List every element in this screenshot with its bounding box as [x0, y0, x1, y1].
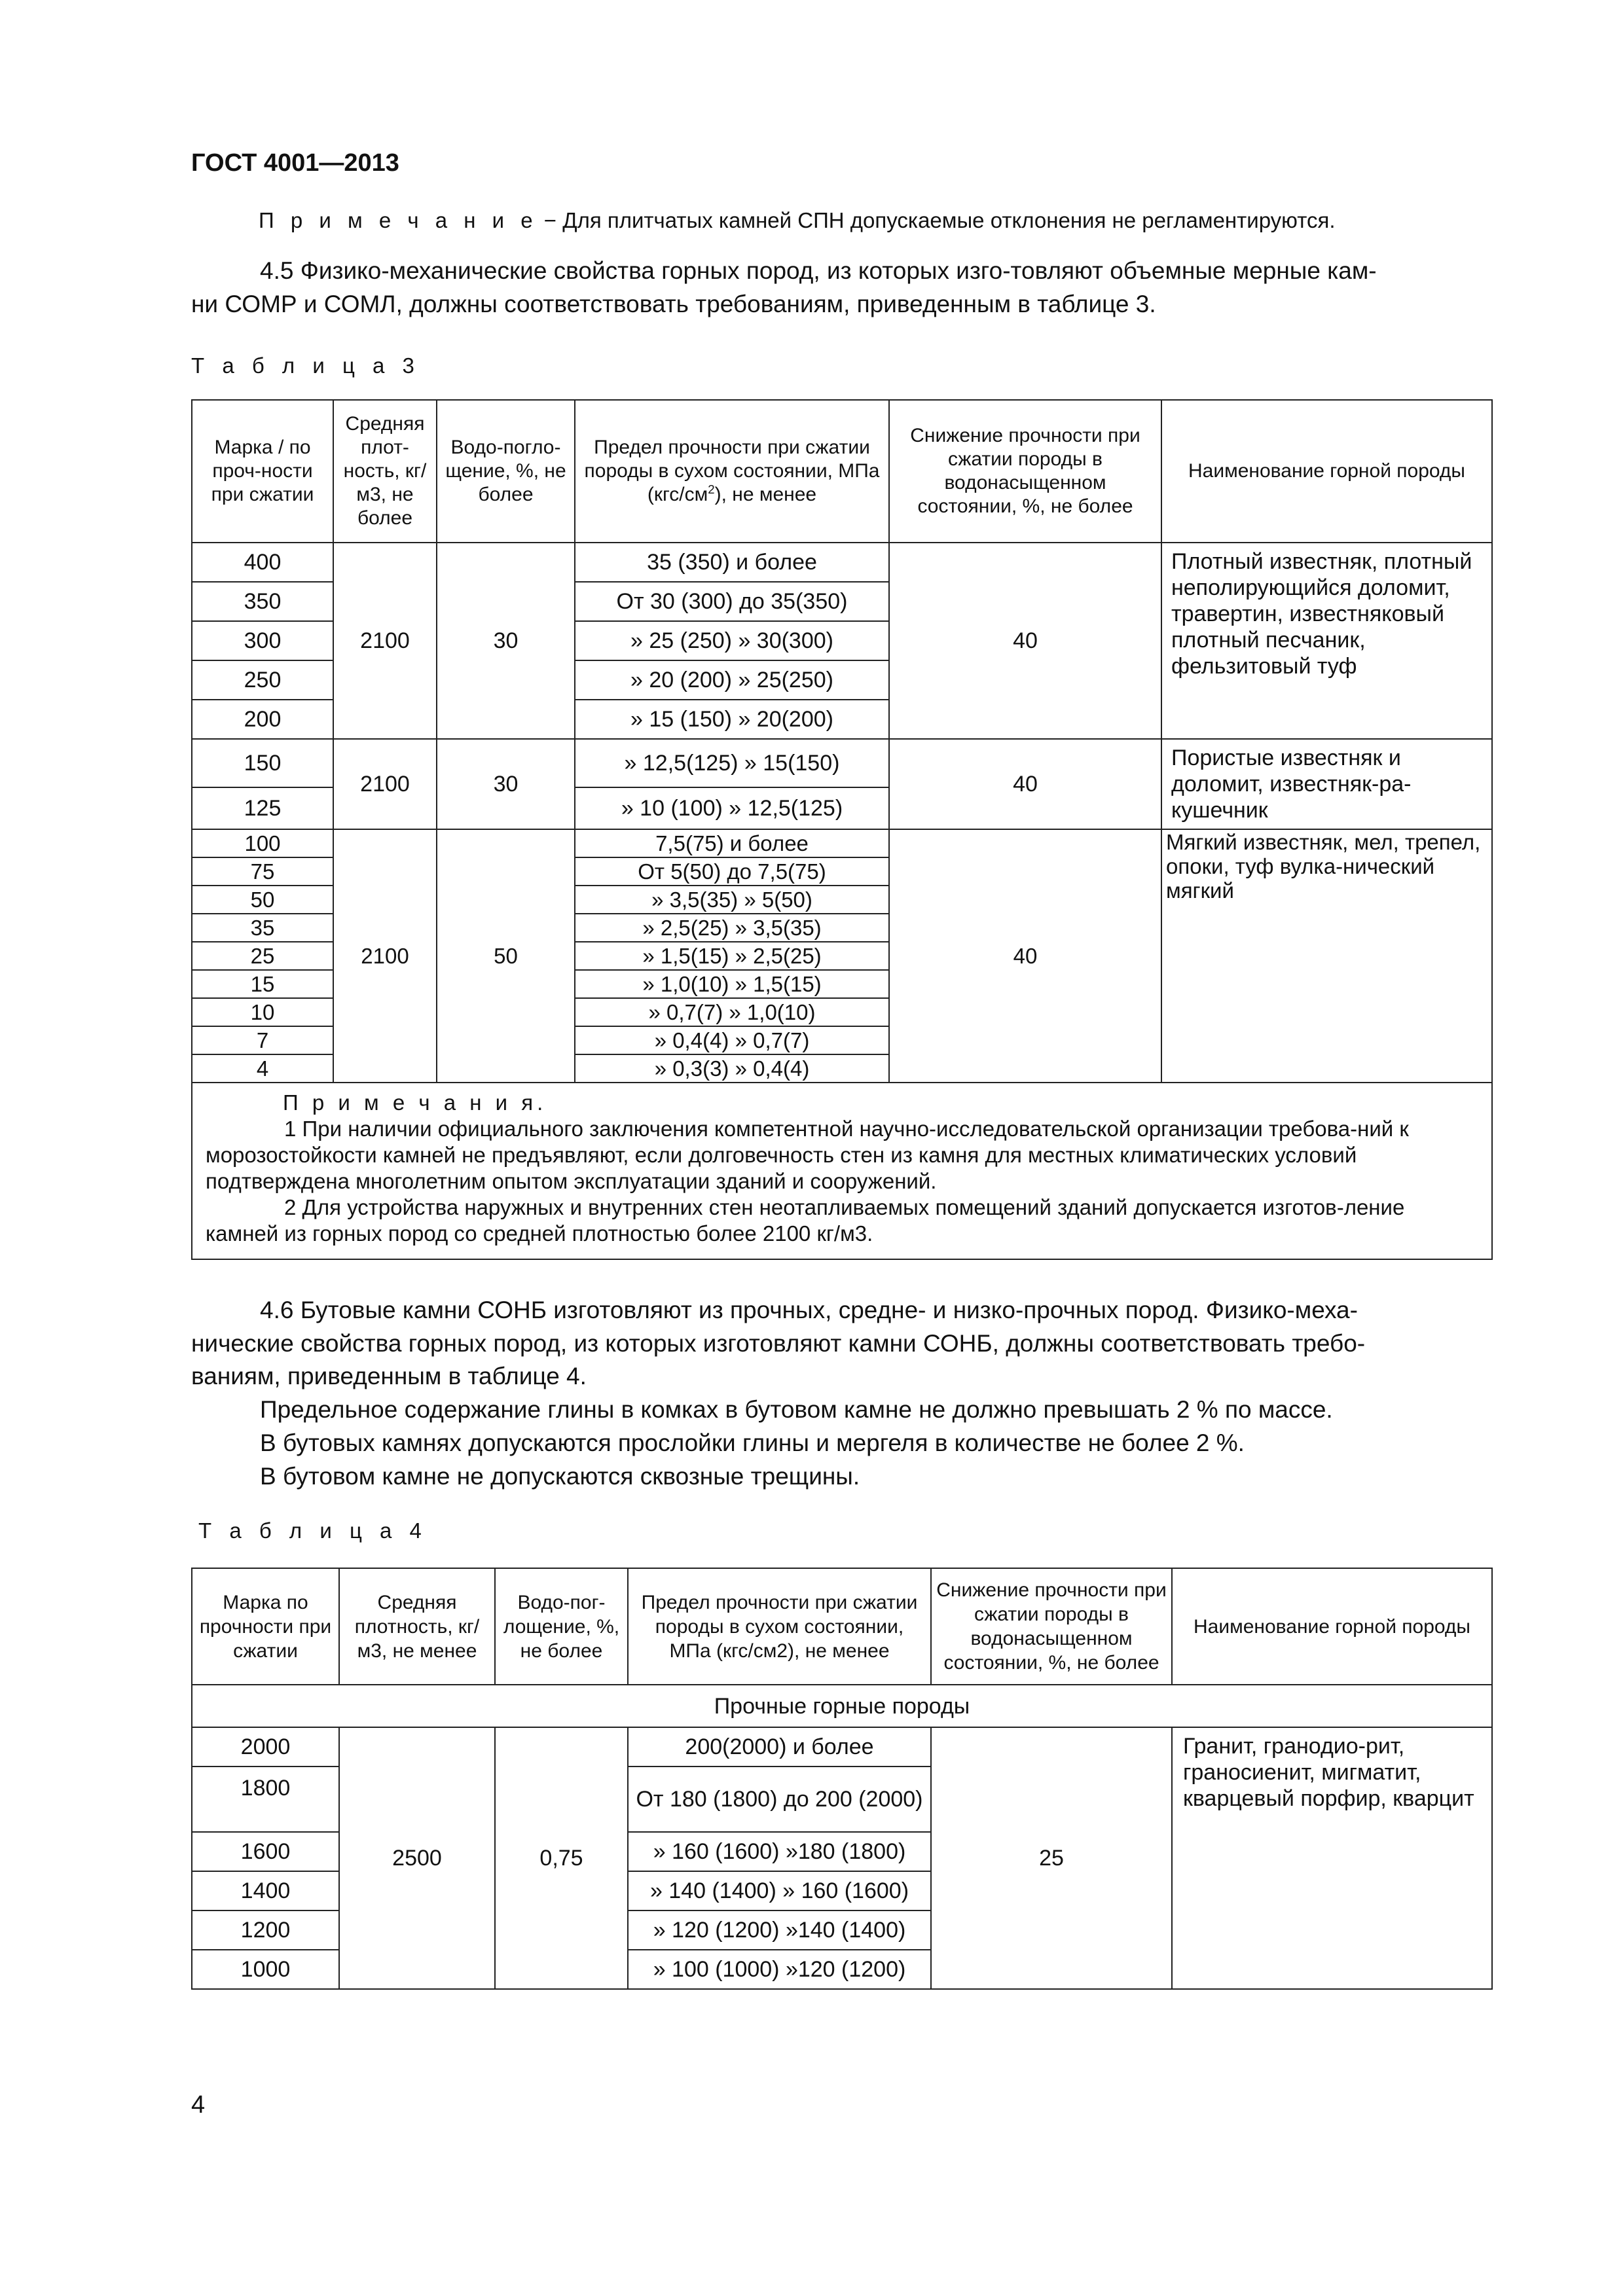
t4-density: 2500	[339, 1727, 495, 1989]
t3-rock-name: Мягкий известняк, мел, трепел, опоки, туф вулка-нический мягкий	[1161, 829, 1492, 1083]
para-4-6-line1: 4.6 Бутовые камни СОНБ изготовляют из прочных, средне- и низко-прочных пород. Физико-меха-	[260, 1297, 1358, 1323]
para-4-6-line5: В бутовых камнях допускаются прослойки глины и мергеля в количестве не более 2 %.	[260, 1429, 1245, 1456]
t3-note-1: 1 При наличии официального заключения компетентной научно-исследовательской организации требова-ний к морозостойкости камней не предъявляют, если долговечность стен из камня для местных климатических условий подтверждена многолетним опытом эксплуатации зданий и сооружений.	[206, 1117, 1409, 1193]
para-4-5-line1: 4.5 Физико-механические свойства горных пород, из которых изго-товляют объемные мерные кам-	[260, 257, 1377, 284]
t3-mark: 25	[192, 942, 333, 970]
t4-mark: 2000	[192, 1727, 339, 1767]
t3-strength: От 5(50) до 7,5(75)	[575, 857, 889, 886]
t4-rock-name: Гранит, гранодио-рит, граносиенит, мигматит, кварцевый порфир, кварцит	[1172, 1727, 1492, 1989]
t3-strength: От 30 (300) до 35(350)	[575, 582, 889, 621]
t3-reduction: 40	[889, 829, 1161, 1083]
t3-strength: » 1,0(10) » 1,5(15)	[575, 970, 889, 998]
t3-strength: » 0,7(7) » 1,0(10)	[575, 998, 889, 1026]
t3-mark: 250	[192, 660, 333, 700]
t4-mark: 1800	[192, 1767, 339, 1832]
t3-strength: » 2,5(25) » 3,5(35)	[575, 914, 889, 942]
t3-note-2: 2 Для устройства наружных и внутренних стен неотапливаемых помещений зданий допускается изготов-ление камней из горных пород со средней плотностью более 2100 кг/м3.	[206, 1195, 1405, 1246]
t4-header-absorption: Водо-пог-лощение, %, не более	[495, 1568, 628, 1685]
t3-notes	[192, 1083, 1492, 1259]
t3-header-reduction: Снижение прочности при сжатии породы в водонасыщенном состоянии, %, не более	[889, 400, 1161, 543]
t4-strength: От 180 (1800) до 200 (2000)	[628, 1767, 931, 1832]
t3-density: 2100	[333, 543, 437, 739]
note-top	[259, 208, 1335, 233]
document-header: ГОСТ 4001—2013	[191, 149, 399, 177]
t3-mark: 10	[192, 998, 333, 1026]
page-number: 4	[191, 2091, 206, 2119]
t3-strength: » 0,4(4) » 0,7(7)	[575, 1026, 889, 1054]
t4-section-title: Прочные горные породы	[192, 1685, 1492, 1727]
para-4-6-line6: В бутовом камне не допускаются сквозные трещины.	[260, 1463, 860, 1490]
note-top-label: П р и м е ч а н и е	[259, 208, 538, 232]
t3-mark: 150	[192, 739, 333, 787]
t4-strength: 200(2000) и более	[628, 1727, 931, 1767]
t3-header-rock-name: Наименование горной породы	[1161, 400, 1492, 543]
t4-mark: 1600	[192, 1832, 339, 1871]
t3-reduction: 40	[889, 543, 1161, 739]
table4-caption: Т а б л и ц а 4	[198, 1518, 428, 1543]
t3-header-density: Средняя плот-ность, кг/м3, не более	[333, 400, 437, 543]
t3-strength: » 20 (200) » 25(250)	[575, 660, 889, 700]
t3-mark: 125	[192, 787, 333, 829]
t3-mark: 15	[192, 970, 333, 998]
t4-header-rock-name: Наименование горной породы	[1172, 1568, 1492, 1685]
table3-caption: Т а б л и ц а 3	[191, 353, 420, 378]
table-3	[191, 399, 1493, 1260]
note-top-text: − Для плитчатых камней СПН допускаемые отклонения не регламентируются.	[538, 208, 1336, 232]
t3-header-strength: Предел прочности при сжатии породы в сухом состоянии, МПа $(кгс/см^2)$, не менее	[575, 400, 889, 543]
t4-reduction: 25	[931, 1727, 1172, 1989]
t3-absorption: 30	[437, 543, 575, 739]
t3-mark: 35	[192, 914, 333, 942]
t3-mark: 200	[192, 700, 333, 739]
para-4-5-line2: ни СОМР и СОМЛ, должны соответствовать требованиям, приведенным в таблице 3.	[191, 291, 1156, 317]
para-4-6-line3: ваниям, приведенным в таблице 4.	[191, 1363, 587, 1390]
t3-mark: 400	[192, 543, 333, 582]
t3-mark: 300	[192, 621, 333, 660]
t4-mark: 1200	[192, 1910, 339, 1950]
t3-rock-name: Пористые известняк и доломит, известняк-ра-кушечник	[1161, 739, 1492, 829]
t3-strength: » 3,5(35) » 5(50)	[575, 886, 889, 914]
table-4	[191, 1568, 1493, 1990]
t3-header-absorption: Водо-погло-щение, %, не более	[437, 400, 575, 543]
t4-header-mark: Марка по прочности при сжатии	[192, 1568, 339, 1685]
t3-mark: 350	[192, 582, 333, 621]
t3-reduction: 40	[889, 739, 1161, 829]
t4-mark: 1000	[192, 1950, 339, 1989]
t3-density: 2100	[333, 739, 437, 829]
t4-header-strength: Предел прочности при сжатии породы в сухом состоянии, МПа (кгс/см2), не менее	[628, 1568, 931, 1685]
t3-mark: 75	[192, 857, 333, 886]
t3-strength: » 12,5(125) » 15(150)	[575, 739, 889, 787]
t4-header-reduction: Снижение прочности при сжатии породы в водонасыщенном состоянии, %, не более	[931, 1568, 1172, 1685]
t4-strength: » 140 (1400) » 160 (1600)	[628, 1871, 931, 1910]
para-4-6-line4: Предельное содержание глины в комках в бутовом камне не должно превышать 2 % по массе.	[260, 1396, 1333, 1423]
t3-header-mark: Марка / по проч-ности при сжатии	[192, 400, 333, 543]
t3-absorption: 50	[437, 829, 575, 1083]
t4-absorption: 0,75	[495, 1727, 628, 1989]
t3-mark: 50	[192, 886, 333, 914]
t3-strength: » 25 (250) » 30(300)	[575, 621, 889, 660]
t3-rock-name: Плотный известняк, плотный неполирующийся доломит, травертин, известняковый плотный песчаник, фельзитовый туф	[1161, 543, 1492, 739]
t3-density: 2100	[333, 829, 437, 1083]
t3-mark: 4	[192, 1054, 333, 1083]
t3-notes-title: П р и м е ч а н и я.	[283, 1090, 547, 1115]
t3-strength: 35 (350) и более	[575, 543, 889, 582]
t4-strength: » 100 (1000) »120 (1200)	[628, 1950, 931, 1989]
t4-mark: 1400	[192, 1871, 339, 1910]
t3-strength: 7,5(75) и более	[575, 829, 889, 857]
t4-header-density: Средняя плотность, кг/м3, не менее	[339, 1568, 495, 1685]
t3-absorption: 30	[437, 739, 575, 829]
t4-strength: » 120 (1200) »140 (1400)	[628, 1910, 931, 1950]
t3-strength: » 15 (150) » 20(200)	[575, 700, 889, 739]
para-4-6-line2: нические свойства горных пород, из которых изготовляют камни СОНБ, должны соответствовать требо-	[191, 1330, 1366, 1357]
t3-strength: » 1,5(15) » 2,5(25)	[575, 942, 889, 970]
t3-mark: 100	[192, 829, 333, 857]
t3-strength: » 0,3(3) » 0,4(4)	[575, 1054, 889, 1083]
t4-strength: » 160 (1600) »180 (1800)	[628, 1832, 931, 1871]
t3-strength: » 10 (100) » 12,5(125)	[575, 787, 889, 829]
t3-mark: 7	[192, 1026, 333, 1054]
